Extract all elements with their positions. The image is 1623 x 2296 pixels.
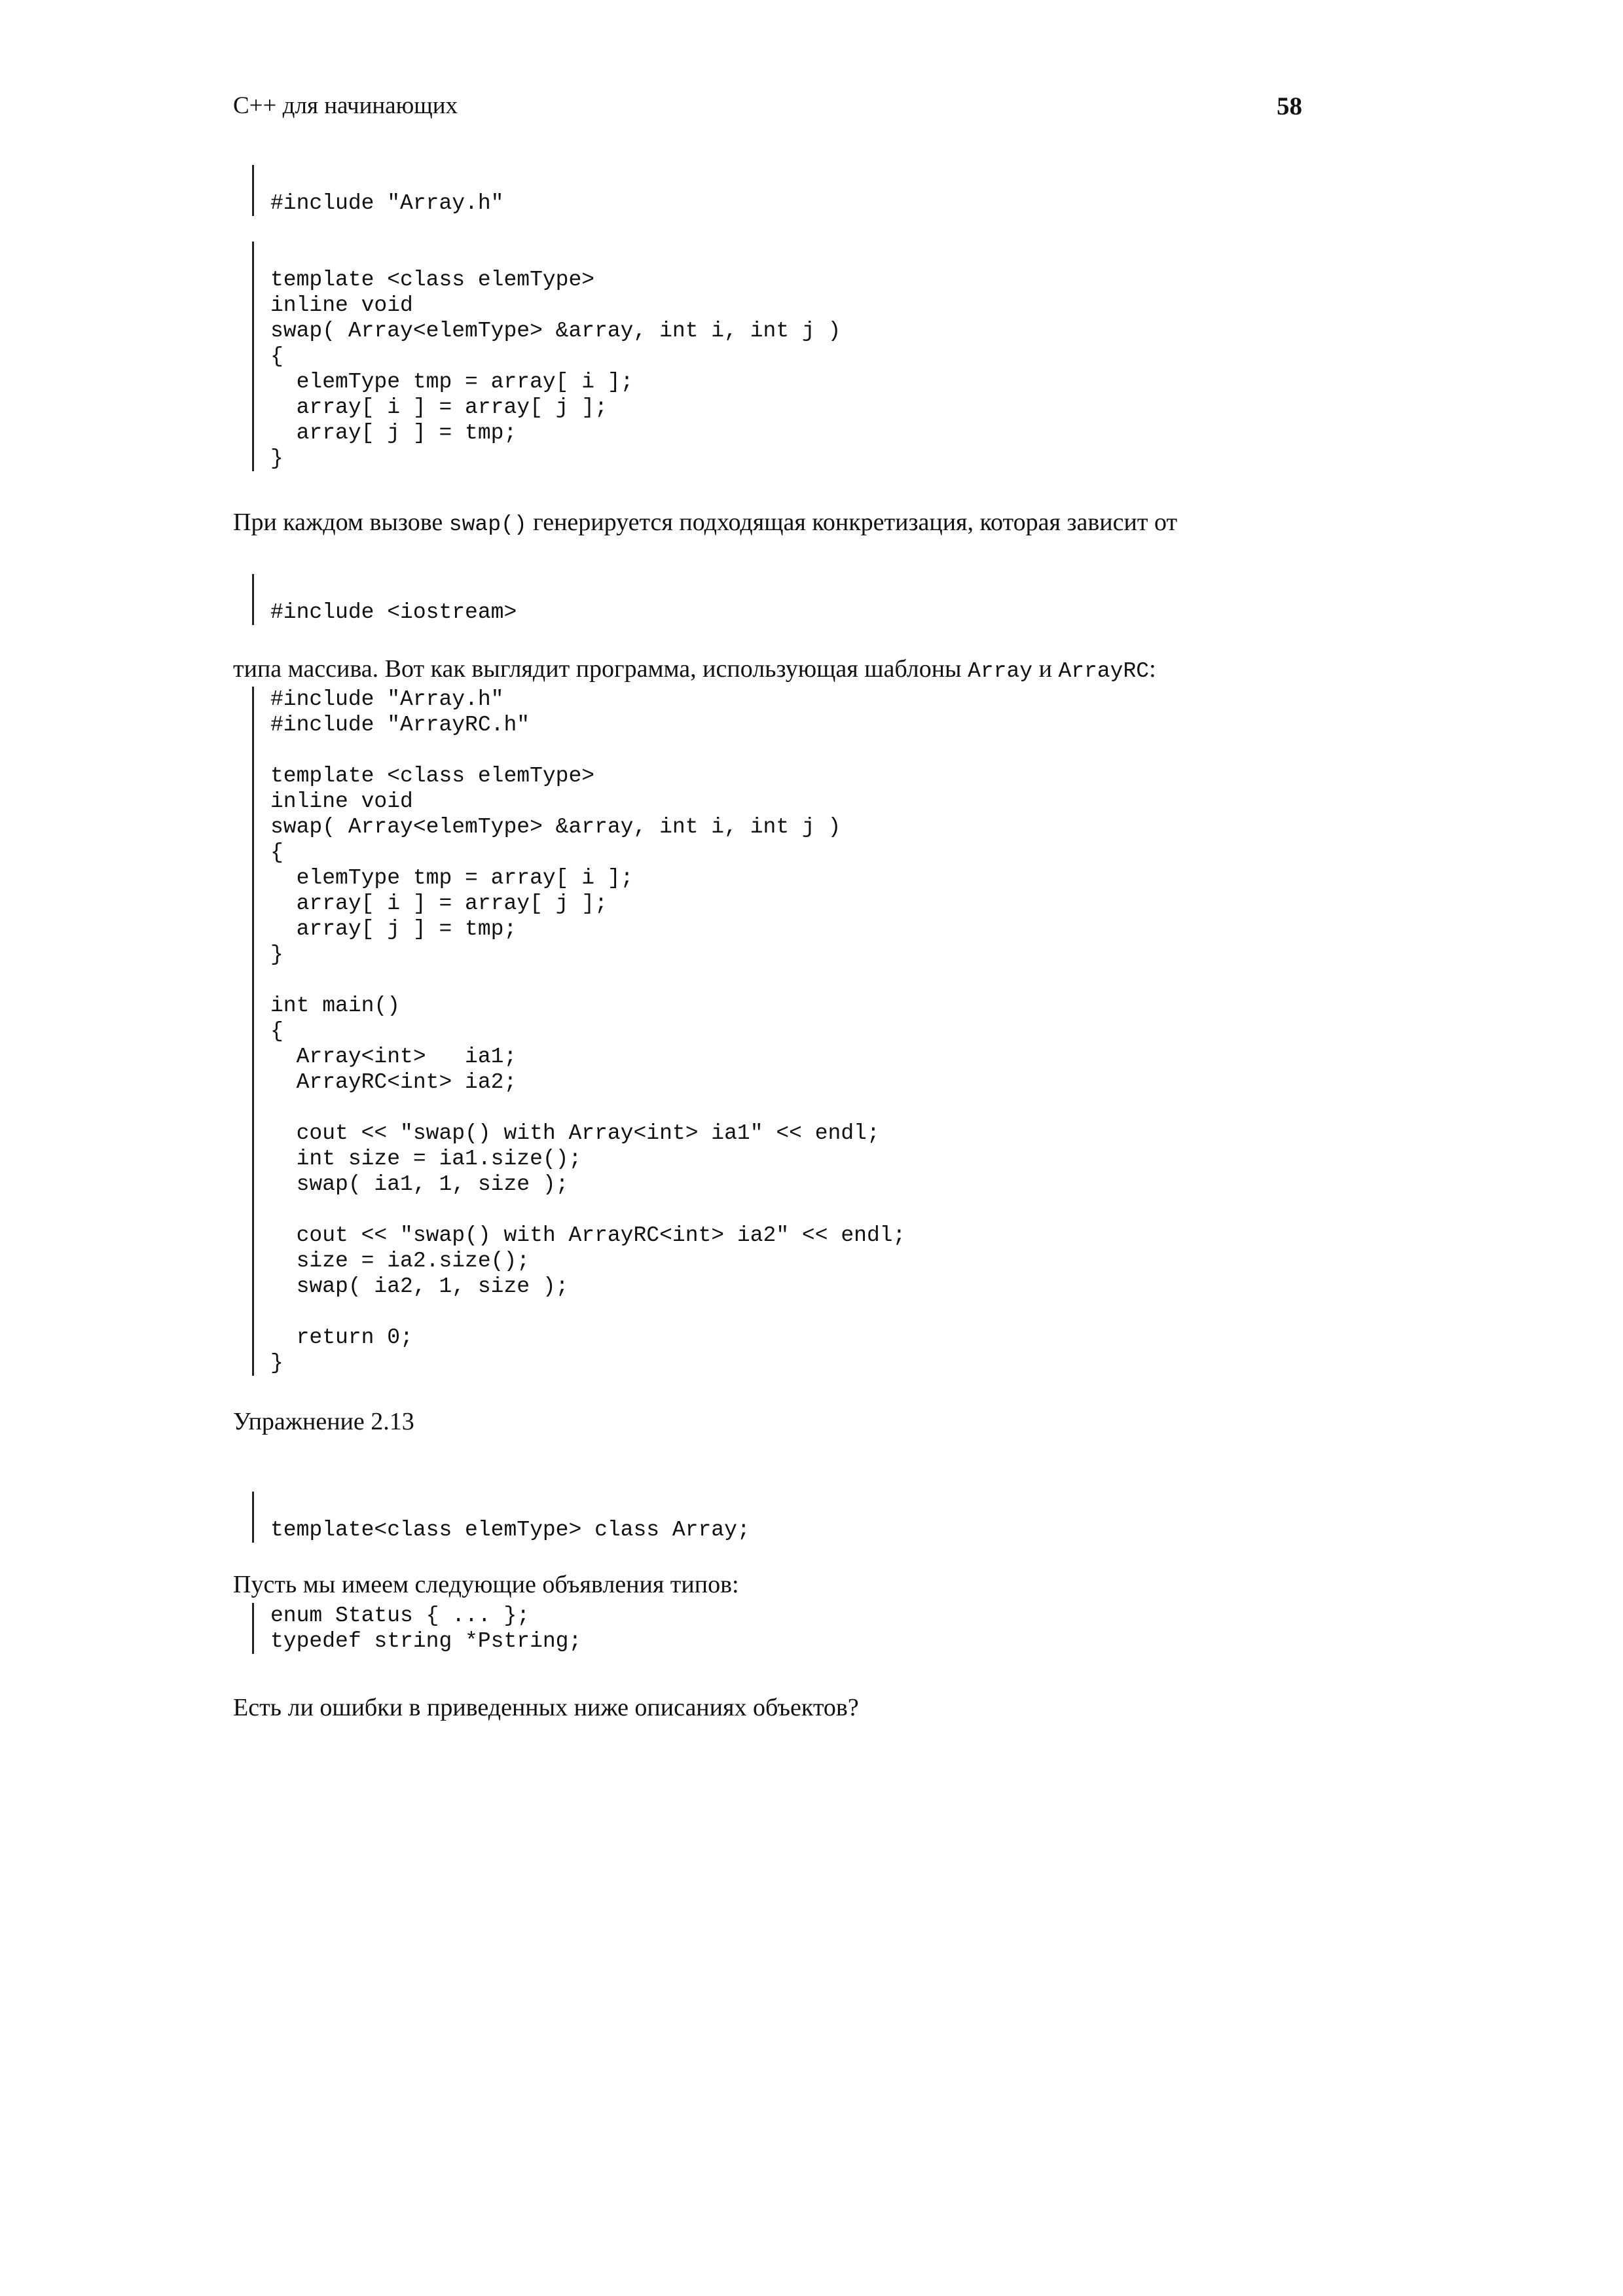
paragraph-question: Есть ли ошибки в приведенных ниже описаниях объектов? — [233, 1694, 859, 1721]
code-text: #include "Array.h" #include "ArrayRC.h" template <class elemType> inline void swap( Array<elemType> &array, int i, int j ) { elemType tmp = array[ i ]; array[ i ] = array[ j ]; array[ j ] = tmp; } int main() { Array<int> ia1; ArrayRC<int> ia2; cout << "swap() with Array<int> ia1" << endl; int size = ia1.size(); swap( ia1, 1, size ); cout << "swap() with ArrayRC<int> ia2" << endl; size = ia2.size(); swap( ia2, 1, size ); return 0; } — [270, 687, 906, 1375]
inline-code: ArrayRC — [1058, 659, 1150, 683]
code-text: template <class elemType> inline void swap( Array<elemType> &array, int i, int j ) { elemType tmp = array[ i ]; array[ i ] = array[ j ]; array[ j ] = tmp; } — [270, 268, 841, 471]
running-title: C++ для начинающих — [233, 92, 458, 119]
paragraph-text: генерируется подходящая конкретизация, которая зависит от — [526, 509, 1178, 536]
paragraph-type-declarations: Пусть мы имеем следующие объявления типов: — [233, 1571, 739, 1598]
code-listing-include-iostream — [252, 574, 517, 625]
paragraph-text: и — [1032, 655, 1059, 683]
code-listing-main-program — [252, 687, 905, 1376]
inline-code: swap() — [448, 512, 527, 537]
exercise-heading: Упражнение 2.13 — [233, 1408, 414, 1435]
code-text: #include <iostream> — [270, 600, 517, 624]
code-listing-include-array — [252, 165, 503, 216]
paragraph-program-intro — [233, 655, 1156, 683]
code-text: template<class elemType> class Array; — [270, 1518, 750, 1542]
inline-code: Array — [968, 659, 1033, 683]
paragraph-text: При каждом вызове — [233, 509, 449, 536]
code-listing-type-declarations — [252, 1603, 581, 1654]
code-listing-swap-template — [252, 242, 841, 471]
page-number: 58 — [1277, 92, 1302, 120]
code-text: #include "Array.h" — [270, 191, 504, 215]
code-listing-array-declaration — [252, 1492, 750, 1543]
code-text: enum Status { ... }; typedef string *Pstring; — [270, 1604, 582, 1653]
paragraph-swap-instantiation — [233, 508, 1177, 537]
paragraph-text: типа массива. Вот как выглядит программа, использующая шаблоны — [233, 655, 968, 683]
paragraph-text: : — [1149, 655, 1156, 683]
